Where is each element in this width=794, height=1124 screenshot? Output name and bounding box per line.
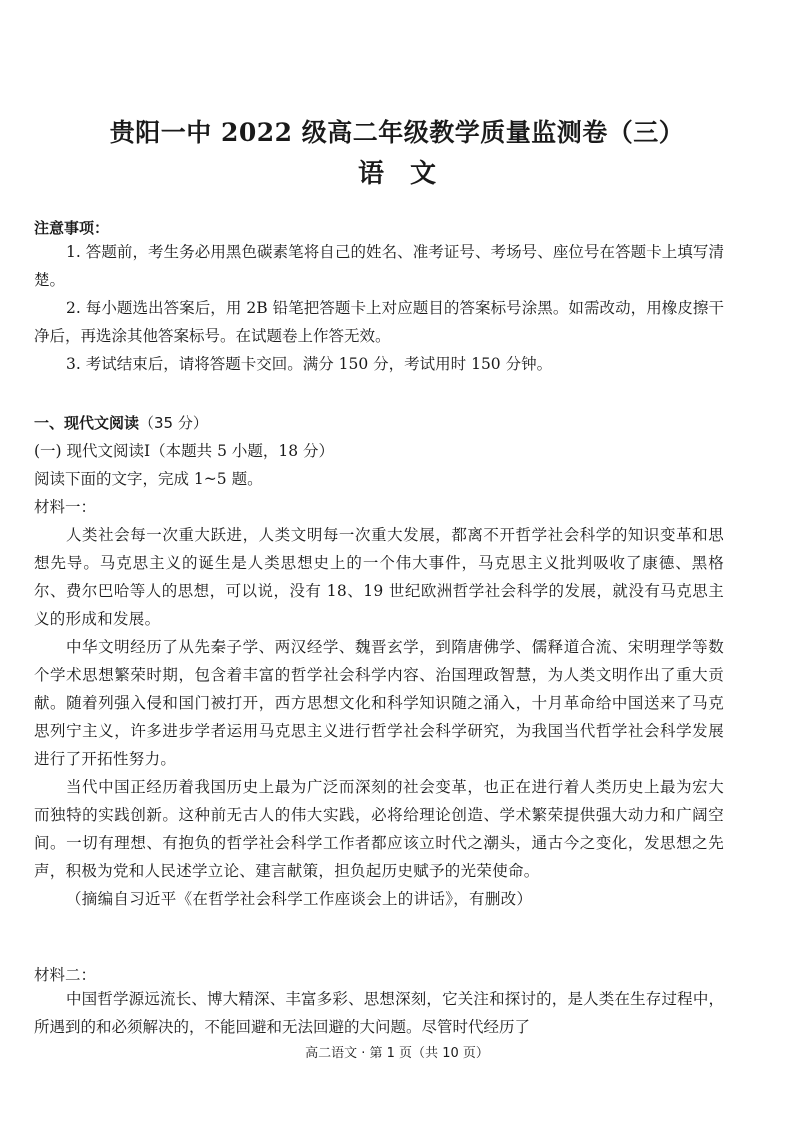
exam-subject: 语文 <box>357 159 462 189</box>
material-2-text <box>34 985 724 1041</box>
note-item-1: 1. 答题前，考生务必用黑色碳素笔将自己的姓名、准考证号、考场号、座位号在答题卡上填写清楚。 <box>34 243 724 289</box>
section-heading-title: 一、现代文阅读 <box>34 414 140 432</box>
material-1-text <box>34 521 724 913</box>
material-1-label: 材料一： <box>34 498 97 516</box>
sub-section-heading: (一) 现代文阅读Ⅰ（本题共 5 小题，18 分） <box>34 442 335 460</box>
material-2-paragraph: 中国哲学源远流长、博大精深、丰富多彩、思想深刻，它关注和探讨的，是人类在生存过程中，所遇到的和必须解决的，不能回避和无法回避的大问题。尽管时代经历了 <box>34 990 724 1036</box>
page-footer: 高二语文 · 第 1 页（共 10 页） <box>305 1046 489 1061</box>
material-1-paragraph: 人类社会每一次重大跃进，人类文明每一次重大发展，都离不开哲学社会科学的知识变革和思想先导。马克思主义的诞生是人类思想史上的一个伟大事件，马克思主义批判吸收了康德、黑格尔、费尔巴哈等人的思想，可以说，没有 18、19 世纪欧洲哲学社会科学的发展，就没有马克思主义的形成和发展。 <box>34 526 724 628</box>
note-item-3: 3. 考试结束后，请将答题卡交回。满分 150 分，考试用时 150 分钟。 <box>66 355 553 373</box>
material-1-source: （摘编自习近平《在哲学社会科学工作座谈会上的讲话》，有删改） <box>66 890 533 908</box>
exam-title: 贵阳一中 2022 级高二年级教学质量监测卷（三） <box>109 118 685 147</box>
reading-instruction: 阅读下面的文字，完成 1~5 题。 <box>34 470 263 488</box>
note-item-2: 2. 每小题选出答案后，用 2B 铅笔把答题卡上对应题目的答案标号涂黑。如需改动，用橡皮擦干净后，再选涂其他答案标号。在试题卷上作答无效。 <box>34 299 724 345</box>
material-1-paragraph: 当代中国正经历着我国历史上最为广泛而深刻的社会变革，也正在进行着人类历史上最为宏大而独特的实践创新。这种前无古人的伟大实践，必将给理论创造、学术繁荣提供强大动力和广阔空间。一切有理想、有抱负的哲学社会科学工作者都应该立时代之潮头，通古今之变化，发思想之先声，积极为党和人民述学立论、建言献策，担负起历史赋予的光荣使命。 <box>34 778 724 880</box>
material-1-paragraph: 中华文明经历了从先秦子学、两汉经学、魏晋玄学，到隋唐佛学、儒释道合流、宋明理学等数个学术思想繁荣时期，包含着丰富的哲学社会科学内容、治国理政智慧，为人类文明作出了重大贡献。随着列强入侵和国门被打开，西方思想文化和科学知识随之涌入，十月革命给中国送来了马克思列宁主义，许多进步学者运用马克思主义进行哲学社会科学研究，为我国当代哲学社会科学发展进行了开拓性努力。 <box>34 638 724 768</box>
notes-heading: 注意事项： <box>34 219 110 237</box>
section-heading <box>34 409 724 437</box>
section-heading-score: （35 分） <box>139 414 208 432</box>
notes-list <box>34 238 724 378</box>
material-2-label: 材料二： <box>34 966 97 984</box>
